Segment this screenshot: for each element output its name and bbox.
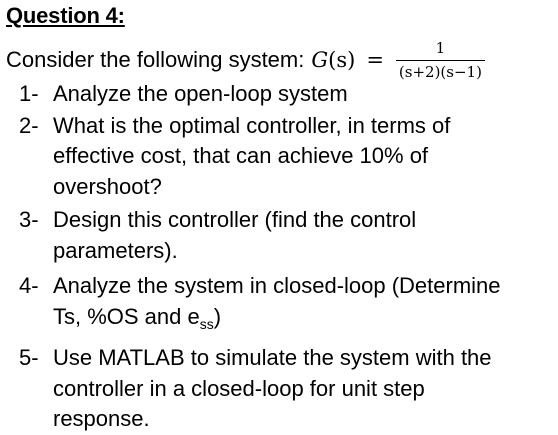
item-line-prefix: Ts, %OS and e xyxy=(53,303,200,329)
item-line: Design this controller (find the control xyxy=(53,207,417,232)
list-item xyxy=(0,205,558,266)
item-line: Analyze the system in closed-loop (Determine xyxy=(53,273,501,298)
transfer-function-numerator: 1 xyxy=(435,38,446,57)
transfer-function-fraction xyxy=(396,40,485,81)
item-text xyxy=(53,343,558,435)
list-item xyxy=(0,343,558,435)
item-number: 1- xyxy=(19,81,39,106)
question-heading: Question 4: xyxy=(6,3,125,28)
item-line: controller in a closed-loop for unit step xyxy=(53,375,425,401)
subscript-ss: ss xyxy=(199,315,214,332)
intro-text: Consider the following system: xyxy=(6,47,305,72)
item-number: 5- xyxy=(19,345,39,370)
transfer-function-argument: (s) xyxy=(328,48,356,72)
transfer-function-symbol: G xyxy=(311,48,329,72)
item-text xyxy=(53,205,558,266)
transfer-function-lhs xyxy=(311,48,355,72)
item-text xyxy=(53,111,558,203)
question-items-list xyxy=(0,79,558,435)
item-line: overshoot? xyxy=(53,173,162,199)
item-number: 2- xyxy=(19,112,39,138)
item-number: 4- xyxy=(19,273,39,298)
item-line-suffix: ) xyxy=(213,303,222,329)
item-text xyxy=(53,271,558,339)
item-line: parameters). xyxy=(53,237,178,263)
item-line: Use MATLAB to simulate the system with the xyxy=(53,345,492,370)
item-text xyxy=(53,79,558,110)
equals-sign: = xyxy=(366,48,384,72)
item-line: response. xyxy=(53,406,150,431)
item-number: 3- xyxy=(19,207,39,232)
item-line: What is the optimal controller, in terms of xyxy=(53,112,451,138)
item-line: Analyze the open-loop system xyxy=(53,81,348,106)
question-intro xyxy=(6,40,485,80)
list-item xyxy=(0,271,558,339)
item-line xyxy=(53,303,222,332)
transfer-function-denominator: (s+2)(s−1) xyxy=(396,60,485,81)
list-item xyxy=(0,111,558,203)
list-item xyxy=(0,79,558,110)
item-line: effective cost, that can achieve 10% of xyxy=(53,143,429,168)
